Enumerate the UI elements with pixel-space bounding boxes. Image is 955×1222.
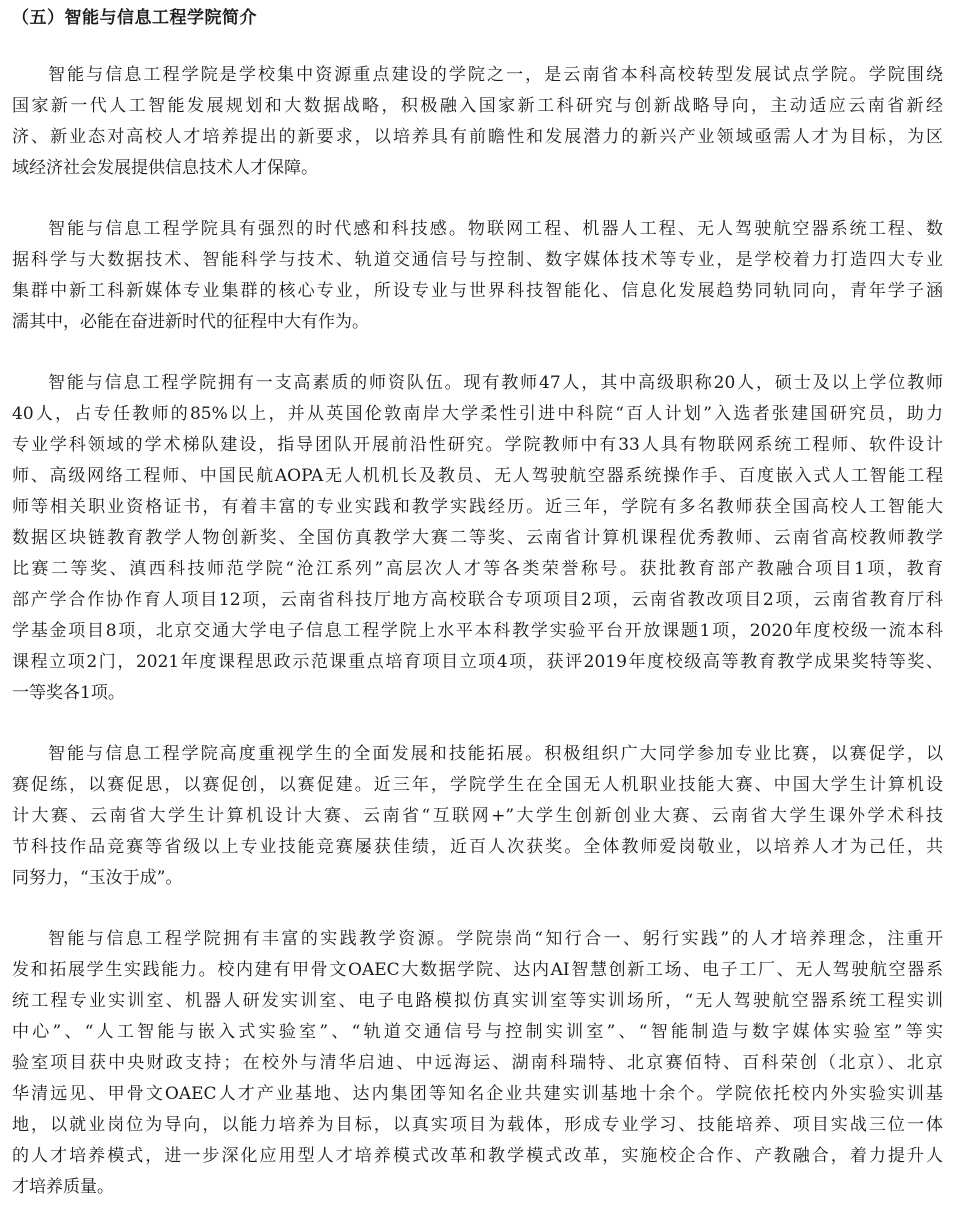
paragraph-line: 师等相关职业资格证书，有着丰富的专业实践和教学实践经历。近三年，学院有多名教师获全国高校人工智能大 [12, 497, 943, 517]
paragraph-line: 课程立项2门，2021年度课程思政示范课重点培育项目立项4项，获评2019年度校级高等教育教学成果奖特等奖、 [12, 652, 943, 672]
paragraph-line: 济、新业态对高校人才培养提出的新要求，以培养具有前瞻性和发展潜力的新兴产业领域亟需人才为目标，为区 [12, 127, 943, 147]
paragraph [12, 924, 943, 1203]
paragraph-line: 验室项目获中央财政支持；在校外与清华启迪、中远海运、湖南科瑞特、北京赛佰特、百科荣创（北京）、北京 [12, 1053, 943, 1073]
paragraph [12, 60, 943, 184]
paragraph-line: 地，以就业岗位为导向，以能力培养为目标，以真实项目为载体，形成专业学习、技能培养、项目实战三位一体 [12, 1115, 943, 1135]
paragraph-line: 计大赛、云南省大学生计算机设计大赛、云南省“互联网+”大学生创新创业大赛、云南省大学生课外学术科技 [12, 806, 943, 826]
paragraph-line: 中心”、“人工智能与嵌入式实验室”、“轨道交通信号与控制实训室”、“智能制造与数字媒体实验室”等实 [12, 1022, 943, 1042]
paragraph-line: 节科技作品竞赛等省级以上专业技能竞赛屡获佳绩，近百人次获奖。全体教师爱岗敬业，以培养人才为己任，共 [12, 837, 943, 857]
paragraph-line: 40人，占专任教师的85%以上，并从英国伦敦南岸大学柔性引进中科院“百人计划”入选者张建国研究员，助力 [12, 404, 943, 424]
paragraph-line: 专业学科领域的学术梯队建设，指导团队开展前沿性研究。学院教师中有33人具有物联网系统工程师、软件设计 [12, 435, 943, 455]
paragraph-line: 数据区块链教育教学人物创新奖、全国仿真教学大赛二等奖、云南省计算机课程优秀教师、云南省高校教师教学 [12, 528, 943, 548]
paragraph-line: 华清远见、甲骨文OAEC人才产业基地、达内集团等知名企业共建实训基地十余个。学院依托校内外实验实训基 [12, 1084, 943, 1104]
paragraph-line: 赛促练，以赛促思，以赛促创，以赛促建。近三年，学院学生在全国无人机职业技能大赛、中国大学生计算机设 [12, 775, 943, 795]
paragraph-line: 集群中新工科新媒体专业集群的核心专业，所设专业与世界科技智能化、信息化发展趋势同轨同向，青年学子涵 [12, 281, 943, 301]
paragraph-line: 国家新一代人工智能发展规划和大数据战略，积极融入国家新工科研究与创新战略导向，主动适应云南省新经 [12, 96, 943, 116]
paragraph-line: 师、高级网络工程师、中国民航AOPA无人机机长及教员、无人驾驶航空器系统操作手、百度嵌入式人工智能工程 [12, 466, 943, 486]
section-heading: （五）智能与信息工程学院简介 [12, 8, 257, 28]
paragraph-line: 据科学与大数据技术、智能科学与技术、轨道交通信号与控制、数字媒体技术等专业，是学校着力打造四大专业 [12, 250, 943, 270]
paragraph-line: 部产学合作协作育人项目12项，云南省科技厅地方高校联合专项项目2项，云南省教改项目2项，云南省教育厅科 [12, 590, 943, 610]
paragraph [12, 739, 943, 894]
paragraph-line: 统工程专业实训室、机器人研发实训室、电子电路模拟仿真实训室等实训场所，“无人驾驶航空器系统工程实训 [12, 991, 943, 1011]
paragraph-line: 同努力，“玉汝于成”。 [12, 868, 183, 888]
paragraph-line: 智能与信息工程学院是学校集中资源重点建设的学院之一，是云南省本科高校转型发展试点学院。学院围绕 [48, 65, 943, 85]
paragraph-line: 发和拓展学生实践能力。校内建有甲骨文OAEC大数据学院、达内AI智慧创新工场、电子工厂、无人驾驶航空器系 [12, 960, 943, 980]
paragraph [12, 214, 943, 338]
paragraph-line: 学基金项目8项，北京交通大学电子信息工程学院上水平本科教学实验平台开放课题1项，2020年度校级一流本科 [12, 621, 943, 641]
paragraph-line: 智能与信息工程学院拥有丰富的实践教学资源。学院崇尚“知行合一、躬行实践”的人才培养理念，注重开 [48, 929, 943, 949]
paragraph-line: 智能与信息工程学院拥有一支高素质的师资队伍。现有教师47人，其中高级职称20人，硕士及以上学位教师 [48, 373, 943, 393]
document-body [12, 60, 943, 1203]
paragraph-line: 濡其中，必能在奋进新时代的征程中大有作为。 [12, 312, 369, 332]
paragraph-line: 一等奖各1项。 [12, 683, 125, 703]
paragraph-line: 智能与信息工程学院具有强烈的时代感和科技感。物联网工程、机器人工程、无人驾驶航空器系统工程、数 [48, 219, 943, 239]
paragraph-line: 域经济社会发展提供信息技术人才保障。 [12, 158, 318, 178]
paragraph-line: 才培养质量。 [12, 1177, 114, 1197]
paragraph-line: 比赛二等奖、滇西科技师范学院“沧江系列”高层次人才等各类荣誉称号。获批教育部产教融合项目1项，教育 [12, 559, 943, 579]
paragraph-line: 智能与信息工程学院高度重视学生的全面发展和技能拓展。积极组织广大同学参加专业比赛，以赛促学，以 [48, 744, 943, 764]
paragraph-line: 的人才培养模式，进一步深化应用型人才培养模式改革和教学模式改革，实施校企合作、产教融合，着力提升人 [12, 1146, 943, 1166]
paragraph [12, 368, 943, 709]
